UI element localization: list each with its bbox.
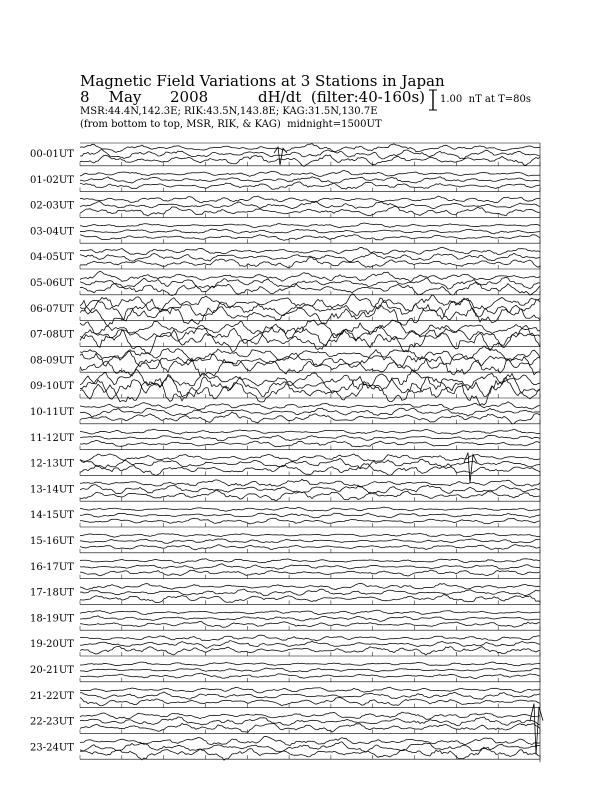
hour-label: 12-13UT — [30, 458, 74, 470]
hour-label: 21-22UT — [30, 690, 74, 702]
station-trace — [80, 223, 540, 228]
hour-label: 07-08UT — [30, 329, 74, 341]
station-trace — [80, 687, 540, 693]
hour-label: 02-03UT — [30, 200, 74, 212]
scale-bar-label: 1.00 nT at T=80s — [440, 94, 531, 105]
hour-label: 17-18UT — [30, 587, 74, 599]
hour-row — [30, 196, 540, 217]
hour-row — [30, 454, 540, 476]
station-trace — [80, 742, 540, 752]
hour-label: 00-01UT — [30, 149, 74, 160]
hour-label: 03-04UT — [30, 226, 74, 238]
hour-label: 05-06UT — [30, 278, 74, 289]
hour-row — [30, 369, 540, 405]
station-trace — [80, 545, 540, 550]
hour-label: 10-11UT — [30, 407, 74, 418]
hour-row — [30, 223, 540, 243]
station-trace — [80, 196, 540, 203]
station-trace — [80, 155, 540, 167]
station-trace — [80, 662, 540, 666]
station-trace — [80, 589, 540, 596]
station-trace — [80, 429, 540, 434]
station-trace — [80, 454, 540, 462]
station-order-note: (from bottom to top, MSR, RIK, & KAG) midnight=1500UT — [80, 119, 382, 130]
station-trace — [80, 182, 540, 189]
station-trace — [80, 717, 540, 726]
station-trace — [80, 330, 540, 354]
station-trace — [80, 235, 540, 241]
station-trace — [80, 436, 540, 441]
hour-row — [30, 635, 540, 656]
spike-trace — [530, 704, 543, 755]
station-trace — [80, 507, 540, 511]
chart-filter: dH/dt (filter:40-160s) — [258, 88, 426, 106]
station-trace — [80, 485, 540, 494]
station-trace — [80, 616, 540, 622]
station-trace — [80, 325, 540, 346]
station-trace — [80, 513, 540, 518]
station-trace — [80, 490, 540, 501]
hour-label: 16-17UT — [30, 561, 74, 573]
station-trace — [80, 271, 540, 281]
station-trace — [80, 518, 540, 524]
hour-row — [30, 559, 540, 579]
station-trace — [80, 412, 540, 424]
hour-label: 11-12UT — [30, 432, 74, 444]
hour-row — [30, 479, 540, 501]
station-trace — [80, 673, 540, 678]
station-trace — [80, 377, 540, 405]
hour-row — [30, 247, 540, 269]
hour-row — [30, 610, 540, 630]
station-trace — [80, 320, 540, 338]
station-trace — [80, 207, 540, 216]
station-trace — [80, 294, 540, 313]
hour-label: 20-21UT — [30, 665, 74, 676]
station-trace — [80, 144, 540, 153]
station-trace — [80, 257, 540, 267]
hour-label: 13-14UT — [30, 484, 74, 496]
chart-title: Magnetic Field Variations at 3 Stations in Japan — [80, 72, 445, 90]
station-trace — [80, 202, 540, 209]
hour-label: 09-10UT — [30, 381, 74, 393]
station-trace — [80, 583, 540, 589]
station-trace — [80, 610, 540, 614]
station-trace — [80, 150, 540, 159]
station-trace — [80, 177, 540, 184]
station-trace — [80, 595, 540, 603]
station-trace — [80, 441, 540, 447]
hour-row — [30, 534, 540, 553]
station-trace — [80, 479, 540, 486]
station-trace — [80, 736, 540, 745]
hour-row — [30, 144, 540, 167]
station-trace — [80, 668, 540, 672]
station-trace — [80, 621, 540, 627]
hour-row — [30, 271, 540, 295]
hour-label: 15-16UT — [30, 536, 74, 547]
station-trace — [80, 534, 540, 538]
station-trace — [80, 559, 540, 564]
station-trace — [80, 564, 540, 570]
station-trace — [80, 698, 540, 706]
station-trace — [80, 712, 540, 719]
spike-trace — [274, 147, 287, 165]
hour-row — [30, 583, 540, 604]
station-trace — [80, 459, 540, 470]
station-trace — [80, 724, 540, 733]
station-trace — [80, 570, 540, 576]
hour-row — [30, 687, 540, 707]
hour-row — [30, 507, 540, 527]
hour-label: 19-20UT — [30, 639, 74, 651]
station-trace — [80, 408, 540, 417]
hour-row — [30, 662, 540, 682]
hour-row — [30, 294, 540, 326]
hour-row — [30, 171, 540, 192]
station-trace — [80, 283, 540, 296]
hour-label: 06-07UT — [30, 303, 74, 315]
station-trace — [80, 646, 540, 655]
hour-label: 18-19UT — [30, 613, 74, 625]
station-trace — [80, 171, 540, 177]
station-trace — [80, 692, 540, 699]
station-trace — [80, 277, 540, 289]
hour-label: 01-02UT — [30, 174, 74, 186]
hour-label: 23-24UT — [30, 742, 74, 754]
chart-date: 8 May 2008 — [80, 88, 209, 106]
station-coordinates: MSR:44.4N,142.3E; RIK:43.5N,143.8E; KAG:31.5N,130.7E — [80, 106, 378, 117]
station-trace — [80, 229, 540, 234]
hour-label: 22-23UT — [30, 716, 74, 728]
hour-row — [30, 736, 540, 760]
hour-label: 04-05UT — [30, 252, 74, 264]
hour-label: 08-09UT — [30, 355, 74, 367]
spike-trace — [464, 453, 477, 483]
hour-label: 14-15UT — [30, 510, 74, 522]
hour-row — [30, 712, 540, 733]
hour-row — [30, 346, 540, 376]
hour-row — [30, 429, 540, 449]
station-trace — [80, 539, 540, 543]
station-trace — [80, 635, 540, 641]
station-trace — [80, 247, 540, 254]
hour-row — [30, 402, 540, 424]
